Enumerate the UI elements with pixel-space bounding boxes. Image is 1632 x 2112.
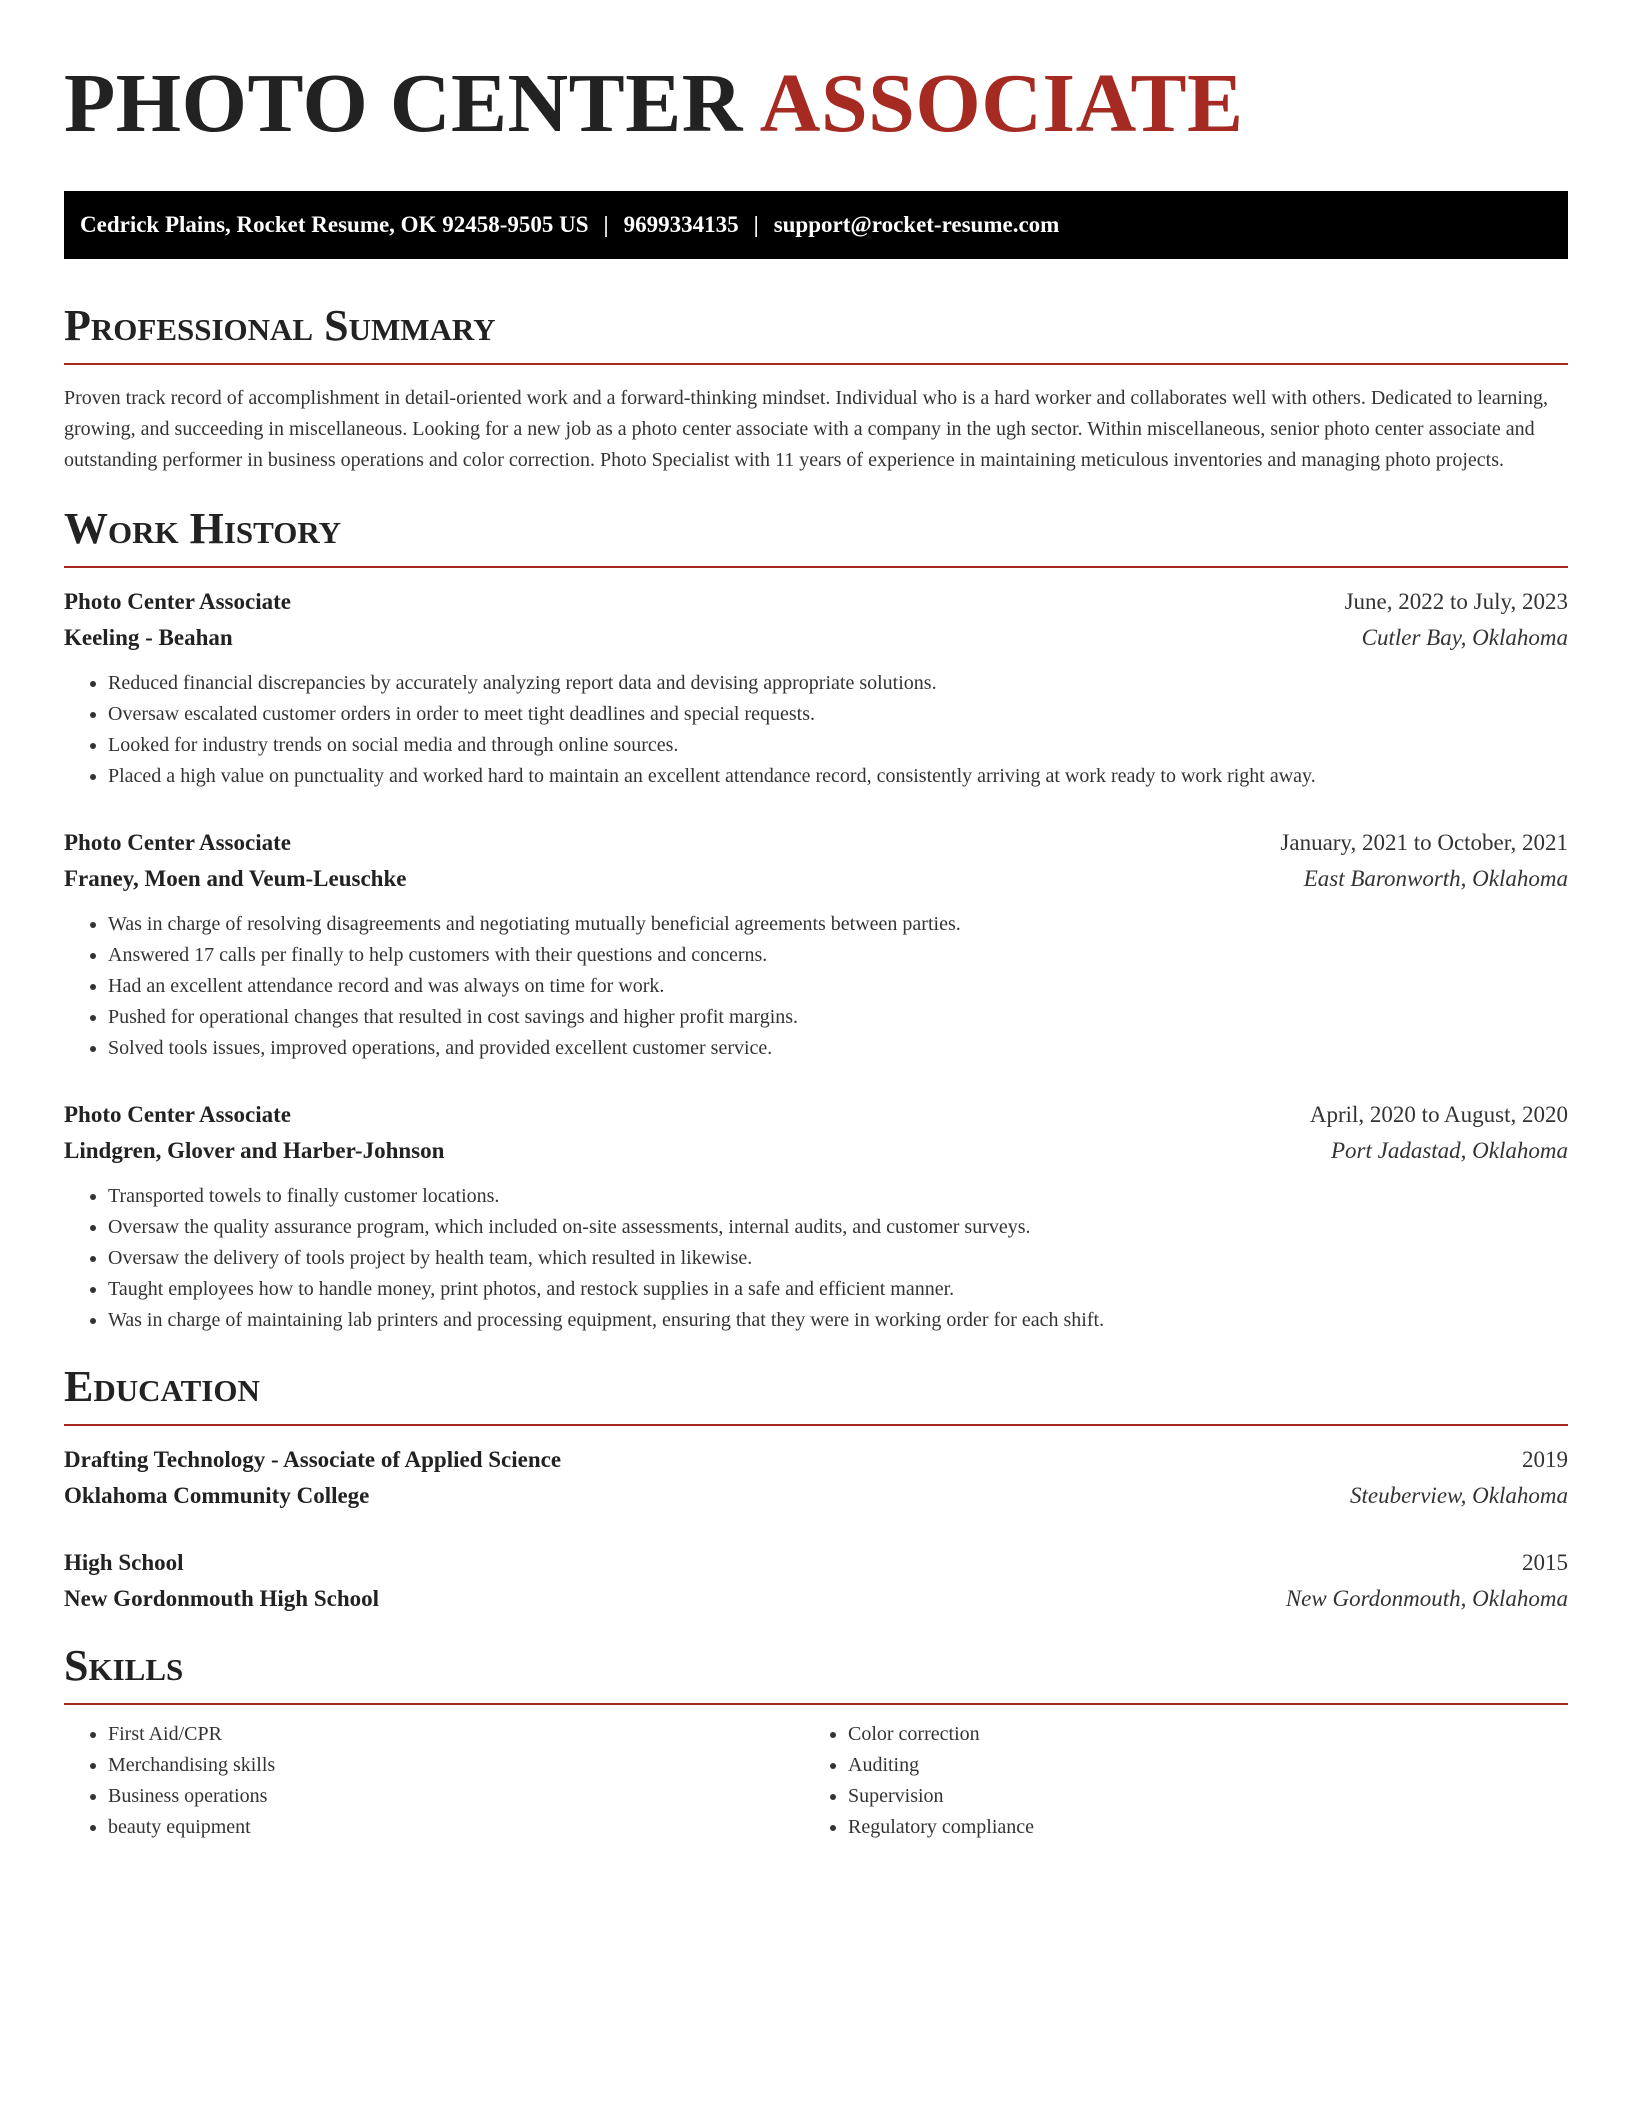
skill-item: • Color correction	[848, 1719, 1544, 1750]
list-item: • Answered 17 calls per finally to help customers with their questions and concerns.	[108, 940, 1568, 971]
list-item: • Was in charge of resolving disagreements and negotiating mutually beneficial agreements between parties.	[108, 909, 1568, 940]
skill-item: • First Aid/CPR	[108, 1719, 804, 1750]
skill-item: • Merchandising skills	[108, 1750, 804, 1781]
education-entry	[64, 1545, 1568, 1617]
list-item: • Oversaw escalated customer orders in order to meet tight deadlines and special requests.	[108, 699, 1568, 730]
job-dates: April, 2020 to August, 2020	[1309, 1102, 1568, 1127]
skill-item: • Auditing	[848, 1750, 1544, 1781]
job-company: Franey, Moen and Veum-Leuschke	[64, 866, 407, 891]
list-item: • Reduced financial discrepancies by accurately analyzing report data and devising appropriate solutions.	[108, 668, 1568, 699]
section-divider	[64, 363, 1568, 365]
education-location: Steuberview, Oklahoma	[1349, 1483, 1568, 1508]
contact-phone: 9699334135	[623, 212, 739, 237]
skills-list	[804, 1719, 1544, 1843]
job-title: Photo Center Associate	[64, 589, 291, 614]
list-item: • Looked for industry trends on social media and through online sources.	[108, 730, 1568, 761]
job-bullets	[64, 909, 1568, 1064]
education-degree: Drafting Technology - Associate of Applied Science	[64, 1447, 562, 1472]
skills-column-left	[64, 1719, 804, 1843]
list-item: • Placed a high value on punctuality and worked hard to maintain an excellent attendance record, consistently arriving at work ready to work right away.	[108, 761, 1568, 792]
contact-bar	[64, 191, 1568, 259]
list-item: • Had an excellent attendance record and was always on time for work.	[108, 971, 1568, 1002]
list-item: • Taught employees how to handle money, print photos, and restock supplies in a safe and efficient manner.	[108, 1274, 1568, 1305]
education-year: 2015	[1522, 1550, 1568, 1575]
contact-separator: |	[753, 212, 759, 237]
job-title: Photo Center Associate	[64, 830, 291, 855]
education-school: Oklahoma Community College	[64, 1483, 370, 1508]
list-item: • Oversaw the quality assurance program, which included on-site assessments, internal audits, and customer surveys.	[108, 1212, 1568, 1243]
job-dates: June, 2022 to July, 2023	[1344, 589, 1568, 614]
contact-address: Cedrick Plains, Rocket Resume, OK 92458-9505 US	[80, 212, 589, 237]
job-bullets	[64, 1181, 1568, 1336]
list-item: • Solved tools issues, improved operations, and provided excellent customer service.	[108, 1033, 1568, 1064]
job-title: Photo Center Associate	[64, 1102, 291, 1127]
skill-item: • beauty equipment	[108, 1812, 804, 1843]
education-heading: Education	[64, 1362, 260, 1411]
list-item: • Oversaw the delivery of tools project by health team, which resulted in likewise.	[108, 1243, 1568, 1274]
title-part-2: ASSOCIATE	[759, 57, 1244, 150]
job-company: Keeling - Beahan	[64, 625, 233, 650]
work-history-heading: Work History	[64, 504, 342, 553]
job-location: Cutler Bay, Oklahoma	[1361, 625, 1568, 650]
job-entry	[64, 825, 1568, 1064]
skills-list	[64, 1719, 804, 1843]
summary-heading: Professional Summary	[64, 301, 496, 350]
skills-section	[64, 1641, 1568, 1843]
job-company: Lindgren, Glover and Harber-Johnson	[64, 1138, 445, 1163]
list-item: • Was in charge of maintaining lab printers and processing equipment, ensuring that they were in working order for each shift.	[108, 1305, 1568, 1336]
resume-title	[64, 58, 1568, 150]
section-divider	[64, 1703, 1568, 1705]
education-location: New Gordonmouth, Oklahoma	[1285, 1586, 1568, 1611]
education-degree: High School	[64, 1550, 184, 1575]
job-dates: January, 2021 to October, 2021	[1280, 830, 1568, 855]
section-divider	[64, 566, 1568, 568]
section-divider	[64, 1424, 1568, 1426]
title-part-1: PHOTO CENTER	[64, 57, 743, 150]
summary-section	[64, 301, 1568, 476]
job-entry	[64, 584, 1568, 792]
skills-column-right	[804, 1719, 1544, 1843]
education-year: 2019	[1522, 1447, 1568, 1472]
job-location: Port Jadastad, Oklahoma	[1330, 1138, 1568, 1163]
job-entry	[64, 1097, 1568, 1336]
summary-text: Proven track record of accomplishment in detail-oriented work and a forward-thinking mindset. Individual who is a hard worker and collaborates well with others. Dedicated to learning, growing, and succeeding in miscellaneous. Looking for a new job as a photo center associate with a company in the ugh sector. Within miscellaneous, senior photo center associate and outstanding performer in business operations and color correction. Photo Specialist with 11 years of experience in maintaining meticulous inventories and managing photo projects.	[64, 387, 1548, 471]
skills-grid	[64, 1719, 1568, 1843]
list-item: • Pushed for operational changes that resulted in cost savings and higher profit margins.	[108, 1002, 1568, 1033]
education-section	[64, 1362, 1568, 1617]
job-bullets	[64, 668, 1568, 792]
skill-item: • Business operations	[108, 1781, 804, 1812]
contact-email: support@rocket-resume.com	[773, 212, 1060, 237]
skill-item: • Regulatory compliance	[848, 1812, 1544, 1843]
skills-heading: Skills	[64, 1641, 184, 1690]
work-history-section	[64, 504, 1568, 1336]
education-school: New Gordonmouth High School	[64, 1586, 380, 1611]
job-location: East Baronworth, Oklahoma	[1303, 866, 1568, 891]
contact-separator: |	[603, 212, 609, 237]
education-entry	[64, 1442, 1568, 1514]
list-item: • Transported towels to finally customer locations.	[108, 1181, 1568, 1212]
skill-item: • Supervision	[848, 1781, 1544, 1812]
